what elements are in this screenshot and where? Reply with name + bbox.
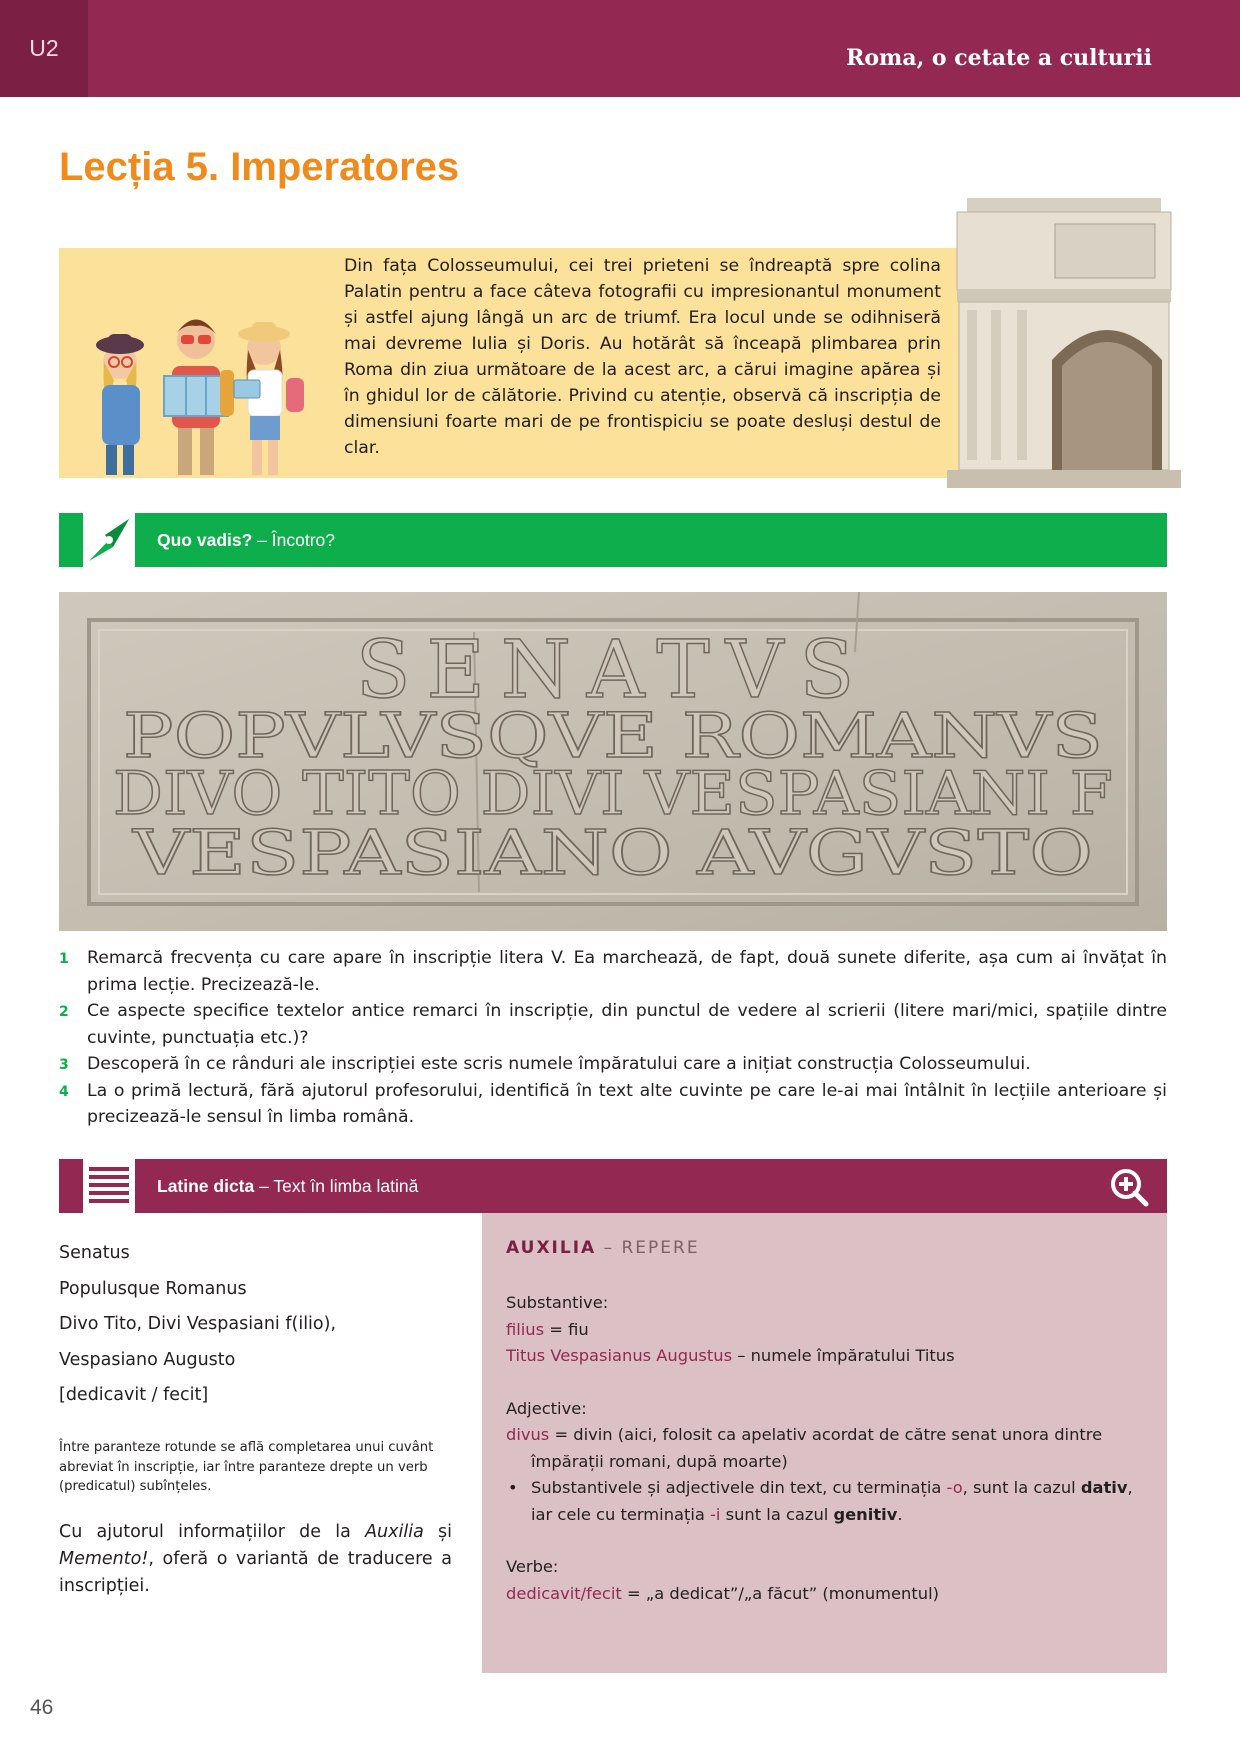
question-item: 2 Ce aspecte specifice textelor antice remarci în inscripție, din punctul de vedere al scrierii (litere mari/mici, spațiile dintre cuvinte, punctuația etc.)? xyxy=(59,1001,1167,1048)
latin-note: Între paranteze rotunde se află completarea unui cuvânt abreviat în inscripție, iar între paranteze drepte un verb (predicatul) subînțeles. xyxy=(59,1440,434,1494)
auxilia-title: AUXILIA – REPERE xyxy=(506,1238,700,1258)
substantive-heading: Substantive: xyxy=(506,1293,609,1312)
latin-line: Populusque Romanus xyxy=(59,1278,247,1299)
latine-dicta-label xyxy=(157,1159,418,1213)
vocab-entry-cont: împărații romani, după moarte) xyxy=(531,1451,788,1471)
inscription-line-3: DIVO TITO DIVI VESPASIANI F xyxy=(113,759,1113,829)
intro-text: Din fața Colosseumului, cei trei prieteni se îndreaptă spre colina Palatin pentru a face câteva fotografii cu impresionantul monument și astfel ajung lângă un arc de triumf. Era locul unde se odihniseră mai devreme Iulia și Doris. Au hotărât să înceapă plimbarea prin Roma din ziua următoare de la acest arc, a cărui imagine apărea și în ghidul lor de călătorie. Privind cu atenție, observă că inscripția de dimensiuni foarte mari de pe frontispiciu se poate desluși destul de clar. xyxy=(344,256,941,458)
kids-illustration xyxy=(86,300,316,480)
latine-dicta-bar xyxy=(59,1159,1167,1213)
translation-task: Cu ajutorul informațiilor de la Auxilia și Memento!, oferă o variantă de traducere a inscripției. xyxy=(59,1522,453,1596)
inscription-image xyxy=(59,592,1167,931)
arch-of-titus-image xyxy=(947,190,1181,488)
book-title: Roma, o cetate a culturii xyxy=(846,45,1152,71)
vocab-entry: divus = divin (aici, folosit ca apelativ acordat de către senat unora dintre xyxy=(506,1425,1103,1444)
latin-line: Divo Tito, Divi Vespasiani f(ilio), xyxy=(59,1314,337,1334)
question-item: 3 Descoperă în ce rânduri ale inscripției este scris numele împăratului care a inițiat construcția Colosseumului. xyxy=(59,1054,1031,1074)
unit-label: U2 xyxy=(0,0,88,97)
latin-line: Vespasiano Augusto xyxy=(59,1349,236,1370)
quo-vadis-title: Quo vadis? xyxy=(157,530,253,550)
question-item: 4 La o primă lectură, fără ajutorul profesorului, identifică în text alte cuvinte pe care le-ai mai întâlnit în lecțiile anterioare și precizează-le sensul în limba română. xyxy=(59,1080,1167,1127)
quo-vadis-subtitle: – Încotro? xyxy=(252,530,335,550)
vocab-entry: Titus Vespasianus Augustus – numele împăratului Titus xyxy=(506,1346,955,1365)
latin-line: [dedicavit / fecit] xyxy=(59,1385,209,1405)
auxilia-body xyxy=(506,1290,1151,1607)
page-number: 46 xyxy=(30,1696,54,1719)
grammar-note: • Substantivele și adjectivele din text, cu terminația -o, sunt la cazul dativ, iar cele cu terminația -i sunt la cazul genitiv. xyxy=(506,1475,1151,1528)
question-list xyxy=(59,945,1167,1131)
latin-text xyxy=(59,1236,336,1414)
latine-dicta-subtitle: – Text în limba latină xyxy=(254,1176,419,1196)
zoom-in-icon[interactable] xyxy=(1109,1167,1149,1207)
verbe-heading: Verbe: xyxy=(506,1557,559,1576)
lesson-title: Lecția 5. Imperatores xyxy=(59,145,460,189)
vocab-entry: dedicavit/fecit = „a dedicat”/„a făcut” (monumentul) xyxy=(506,1583,939,1603)
compass-icon xyxy=(83,513,135,567)
vocab-entry: filius = fiu xyxy=(506,1319,589,1339)
quo-vadis-label xyxy=(157,513,335,567)
latine-dicta-title: Latine dicta xyxy=(157,1176,255,1196)
inscription-line-4: VESPASIANO AVGVSTO xyxy=(131,816,1093,889)
inscription-line-2: POPVLVSQVE ROMANVS xyxy=(123,699,1103,772)
inscription-line-1: SENATVS xyxy=(355,623,871,716)
question-item: 1 Remarcă frecvența cu care apare în inscripție litera V. Ea marchează, de fapt, două sunete diferite, așa cum ai învățat în prima lecție. Precizează-le. xyxy=(59,948,1167,995)
auxilia-box xyxy=(482,1213,1167,1673)
text-lines-icon xyxy=(83,1159,135,1213)
page-header xyxy=(0,0,1240,97)
adjective-heading: Adjective: xyxy=(506,1398,587,1418)
quo-vadis-bar xyxy=(59,513,1167,567)
latin-line: Senatus xyxy=(59,1243,130,1263)
